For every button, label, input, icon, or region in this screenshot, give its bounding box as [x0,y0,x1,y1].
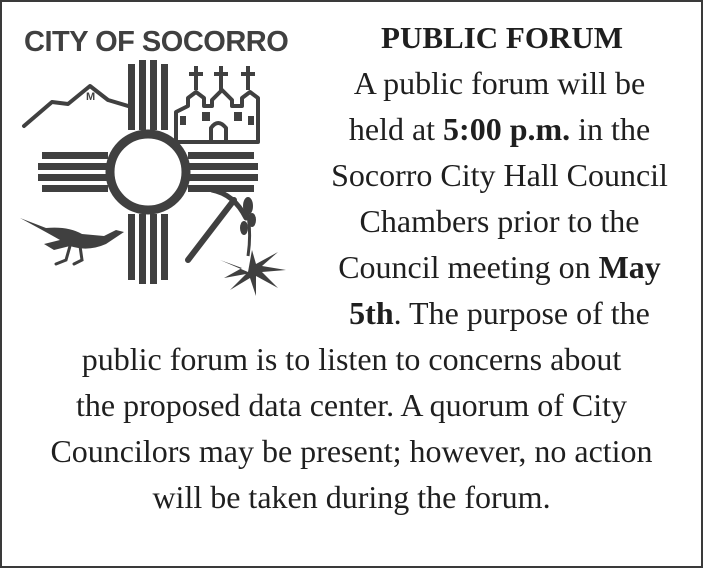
zia-sun-circle [110,134,186,210]
forum-month: May [598,249,661,285]
city-name: CITY OF SOCORRO [24,26,289,58]
notice-line-6: 5th. The purpose of the [349,295,650,331]
notice-line-7: public forum is to listen to concerns about [81,341,622,377]
roadrunner-icon [20,218,124,264]
notice-line-10: will be taken during the forum. [152,479,551,515]
notice-line-1: A public forum will be [353,65,646,101]
city-logo [16,16,306,296]
mountain-icon [24,86,128,126]
forum-time: 5:00 p.m. [443,111,571,147]
pickaxe-icon [188,200,234,260]
notice-line-2: held at 5:00 p.m. in the [348,111,651,147]
notice-line-3: Socorro City Hall Council [331,157,668,193]
yucca-icon [220,197,286,296]
mountain-letter: M [86,91,96,103]
forum-day: 5th [349,295,394,331]
notice-line-9: Councilors may be present; however, no action [50,433,653,469]
church-icon [176,90,258,142]
notice-line-4: Chambers prior to the [359,203,640,239]
notice-line-5: Council meeting on May [338,249,661,285]
notice-title: PUBLIC FORUM [381,20,623,55]
notice-line-8: the proposed data center. A quorum of City [76,387,627,423]
zia-seal-icon [16,60,306,296]
